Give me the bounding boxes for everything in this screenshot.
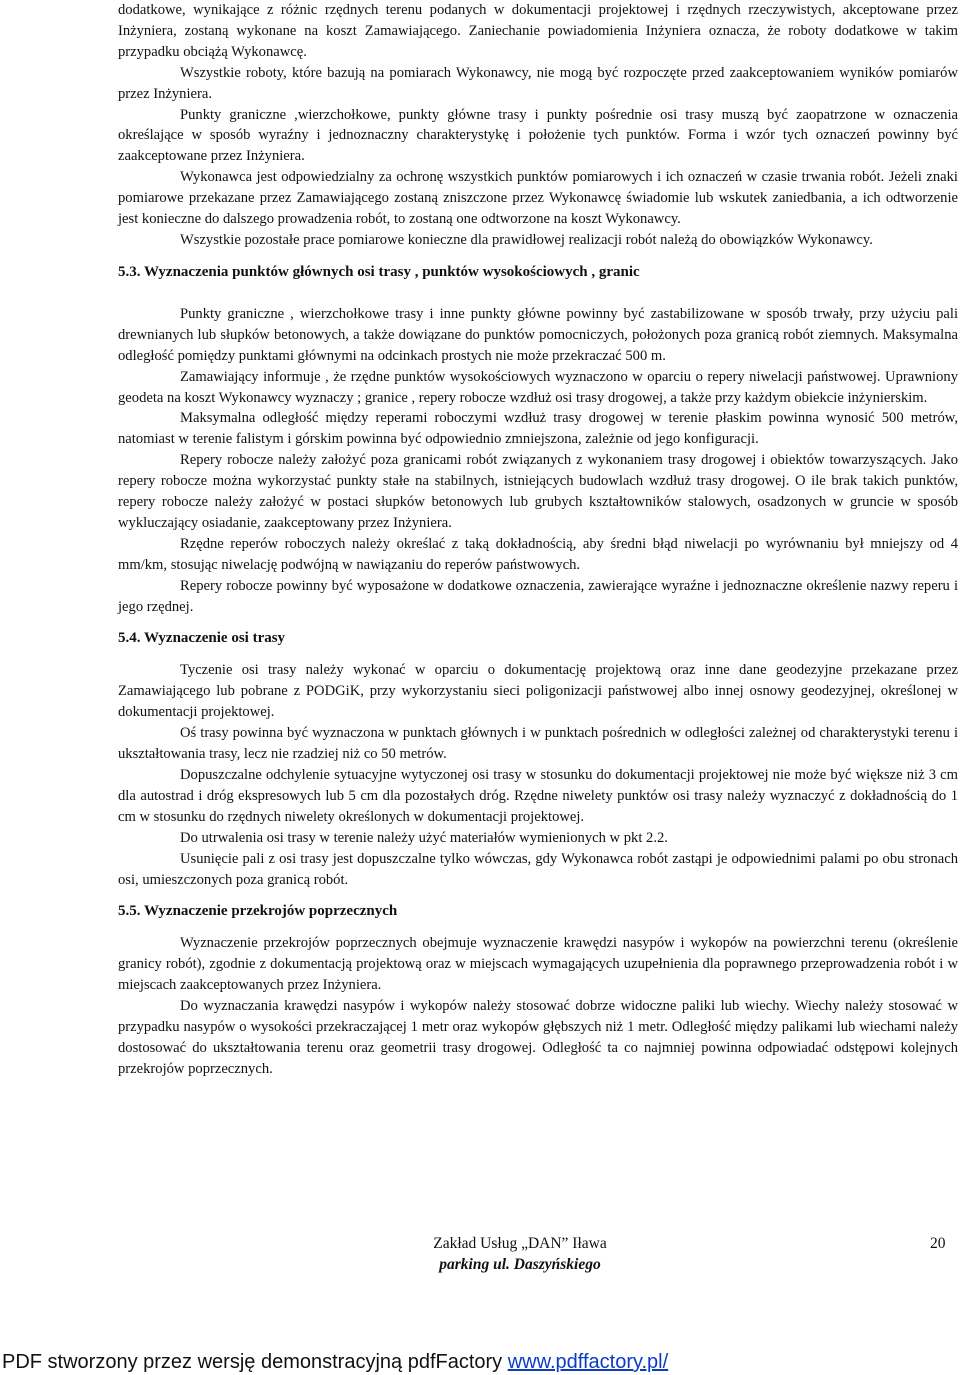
banner-text: PDF stworzony przez wersję demonstracyjną pdfFactory	[2, 1351, 508, 1373]
paragraph: Repery robocze powinny być wyposażone w dodatkowe oznaczenia, zawierające wyraźne i jednoznaczne określenie nazwy reperu i jego rzędnej.	[118, 577, 958, 615]
page-number: 20	[930, 1235, 946, 1252]
paragraph: Wszystkie pozostałe prace pomiarowe konieczne dla prawidłowej realizacji robót należą do obowiązków Wykonawcy.	[180, 231, 873, 248]
document-body	[118, 0, 958, 1080]
pdffactory-link[interactable]: www.pdffactory.pl/	[507, 1351, 669, 1373]
paragraph: Dopuszczalne odchylenie sytuacyjne wytyczonej osi trasy w stosunku do dokumentacji projektowej nie może być większe niż 3 cm dla autostrad i dróg ekspresowych lub 5 cm dla pozostałych dróg. Rzędne niwelety punktów osi trasy należy wyznaczyć z dokładnością do 1 cm w stosunku do rzędnych niwelety określonych w dokumentacji projektowej.	[118, 767, 958, 825]
paragraph: Repery robocze należy założyć poza granicami robót związanych z wykonaniem trasy drogowej i obiektów towarzyszących. Jako repery robocze można wykorzystać punkty stałe na stabilnych, istniejących budowlach wzdłuż trasy drogowej. O ile brak takich punktów, repery robocze należy założyć w postaci słupków betonowych lub grubych kształtowników stalowych, osadzonych w gruncie w sposób wykluczający osiadanie, zaakceptowany przez Inżyniera.	[118, 452, 958, 531]
paragraph: Wszystkie roboty, które bazują na pomiarach Wykonawcy, nie mogą być rozpoczęte przed zaakceptowaniem wyników pomiarów przez Inżyniera.	[118, 64, 958, 102]
paragraph: Rzędne reperów roboczych należy określać z taką dokładnością, aby średni błąd niwelacji po wyrównaniu był mniejszy od 4 mm/km, stosując niwelację podwójną w nawiązaniu do reperów państwowych.	[118, 535, 958, 573]
paragraph: Punkty graniczne , wierzchołkowe trasy i inne punkty główne powinny być zastabilizowane w sposób trwały, przy użyciu pali drewnianych lub słupków betonowych, a także dowiązane do punktów pomocniczych, położonych poza granicą robót ziemnych. Maksymalna odległość pomiędzy punktami głównymi na odcinkach prostych nie może przekraczać 500 m.	[118, 305, 958, 364]
paragraph: Maksymalna odległość między reperami roboczymi wzdłuż trasy drogowej w terenie płaskim powinna wynosić 500 metrów, natomiast w terenie falistym i górskim powinna być odpowiednio zmniejszona, zależnie od jego konfiguracji.	[118, 410, 958, 448]
section-heading-5-5: 5.5. Wyznaczenie przekrojów poprzecznych	[118, 903, 398, 920]
paragraph: Do utrwalenia osi trasy w terenie należy użyć materiałów wymienionych w pkt 2.2.	[180, 829, 668, 846]
paragraph: Zamawiający informuje , że rzędne punktów wysokościowych wyznaczono w oparciu o repery niwelacji państwowej. Uprawniony geodeta na koszt Wykonawcy wyznaczy ; granice , repery robocze wzdłuż osi trasy drogowej, a także przy każdym obiekcie inżynierskim.	[118, 368, 958, 406]
footer-company	[360, 1233, 680, 1275]
paragraph: Oś trasy powinna być wyznaczona w punktach głównych i w punktach pośrednich w odległości zależnej od charakterystyki terenu i ukształtowania trasy, lecz nie rzadziej niż co 50 metrów.	[118, 725, 958, 763]
footer-address: parking ul. Daszyńskiego	[439, 1256, 601, 1273]
paragraph: Tyczenie osi trasy należy wykonać w oparciu o dokumentację projektową oraz inne dane geodezyjne przekazane przez Zamawiającego lub pobrane z PODGiK, przy wykorzystaniu sieci poligonizacji państwowej albo innej osnowy geodezyjnej, określonej w dokumentacji projektowej.	[118, 662, 958, 721]
pdffactory-banner	[2, 1349, 952, 1375]
footer-company-name: Zakład Usług „DAN” Iława	[433, 1235, 607, 1252]
paragraph: Wykonawca jest odpowiedzialny za ochronę wszystkich punktów pomiarowych i ich oznaczeń w czasie trwania robót. Jeżeli znaki pomiarowe przekazane przez Zamawiającego zostaną zniszczone przez Wykonawcę świadomie lub wskutek zaniedbania, a ich odtworzenie jest konieczne do dalszego prowadzenia robót, to zostaną one odtworzone na koszt Wykonawcy.	[118, 169, 958, 228]
paragraph: dodatkowe, wynikające z różnic rzędnych terenu podanych w dokumentacji projektowej i rzędnych rzeczywistych, akceptowane przez Inżyniera, zostaną wykonane na koszt Zamawiającego. Zaniechanie powiadomienia Inżyniera oznacza, że roboty dodatkowe w takim przypadku obciążą Wykonawcę.	[118, 2, 958, 60]
section-heading-5-3: 5.3. Wyznaczenia punktów głównych osi trasy , punktów wysokościowych , granic	[118, 263, 640, 280]
paragraph: Do wyznaczania krawędzi nasypów i wykopów należy stosować dobrze widoczne paliki lub wiechy. Wiechy należy stosować w przypadku nasypów o wysokości przekraczającej 1 metr oraz wykopów głębszych niż 1 metr. Odległość między palikami lub wiechami należy dostosować do ukształtowania terenu oraz geometrii trasy drogowej. Odległość ta co najmniej powinna odpowiadać odstępowi kolejnych przekrojów poprzecznych.	[118, 998, 958, 1077]
paragraph: Wyznaczenie przekrojów poprzecznych obejmuje wyznaczenie krawędzi nasypów i wykopów na powierzchni terenu (określenie granicy robót), zgodnie z dokumentacją projektową oraz w miejscach wymagających uzupełnienia dla poprawnego przeprowadzenia robót i w miejscach zaakceptowanych przez Inżyniera.	[118, 935, 958, 994]
paragraph: Usunięcie pali z osi trasy jest dopuszczalne tylko wówczas, gdy Wykonawca robót zastąpi je odpowiednimi palami po obu stronach osi, umieszczonych poza granicą robót.	[118, 850, 958, 888]
section-heading-5-4: 5.4. Wyznaczenie osi trasy	[118, 630, 286, 647]
paragraph: Punkty graniczne ,wierzchołkowe, punkty główne trasy i punkty pośrednie osi trasy muszą być zaopatrzone w oznaczenia określające w sposób wyraźny i jednoznaczny charakterystykę i położenie tych punktów. Forma i wzór tych oznaczeń powinny być zaakceptowane przez Inżyniera.	[118, 106, 958, 165]
